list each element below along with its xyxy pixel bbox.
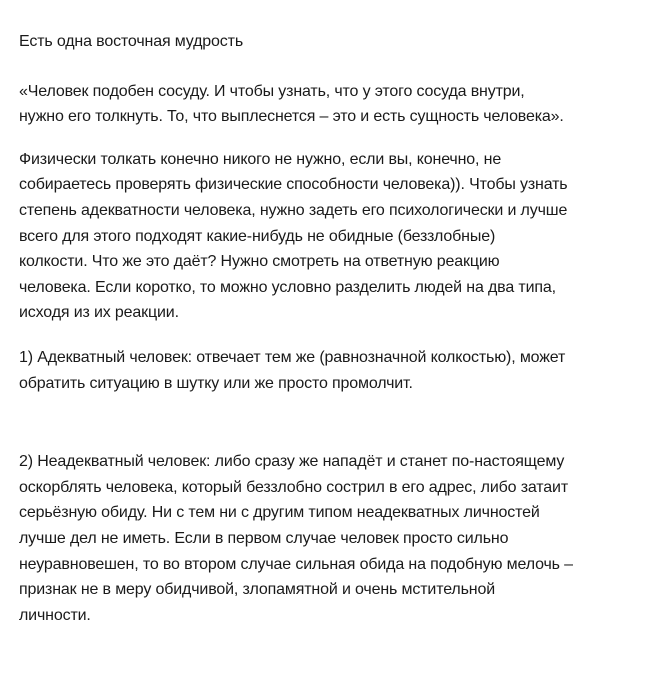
body-line: исходя из их реакции. <box>19 304 179 322</box>
title-line: Есть одна восточная мудрость <box>19 33 244 50</box>
quote-paragraph <box>19 79 619 130</box>
type-one-line: обратить ситуацию в шутку или же просто промолчит. <box>19 374 413 392</box>
type-two-line: оскорблять человека, который беззлобно сострил в его адрес, либо затаит <box>19 478 569 496</box>
body-paragraph <box>19 147 619 326</box>
body-line: всего для этого подходят какие-нибудь не обидные (беззлобные) <box>19 227 496 245</box>
body-line: степень адекватности человека, нужно задеть его психологически и лучше <box>19 201 568 219</box>
article <box>19 29 619 628</box>
type-two-paragraph <box>19 449 619 628</box>
quote-line: «Человек подобен сосуду. И чтобы узнать, что у этого сосуда внутри, <box>19 82 525 100</box>
quote-line: нужно его толкнуть. То, что выплеснется – это и есть сущность человека». <box>19 108 564 126</box>
type-two-line: признак не в меру обидчивой, злопамятной и очень мстительной <box>19 581 496 599</box>
type-two-line: 2) Неадекватный человек: либо сразу же нападёт и станет по-настоящему <box>19 453 565 471</box>
body-line: Физически толкать конечно никого не нужно, если вы, конечно, не <box>19 150 502 168</box>
body-line: колкости. Что же это даёт? Нужно смотреть на ответную реакцию <box>19 253 500 271</box>
article-title <box>19 29 619 55</box>
type-two-line: серьёзную обиду. Ни с тем ни с другим типом неадекватных личностей <box>19 504 540 522</box>
type-two-line: личности. <box>19 606 91 624</box>
body-line: собираетесь проверять физические способности человека)). Чтобы узнать <box>19 176 568 194</box>
type-two-line: лучше дел не иметь. Если в первом случае человек просто сильно <box>19 529 509 547</box>
type-one-line: 1) Адекватный человек: отвечает тем же (равнозначной колкостью), может <box>19 348 566 366</box>
type-one-paragraph <box>19 345 619 396</box>
type-two-line: неуравновешен, то во втором случае сильная обида на подобную мелочь – <box>19 555 573 573</box>
body-line: человека. Если коротко, то можно условно разделить людей на два типа, <box>19 278 556 296</box>
